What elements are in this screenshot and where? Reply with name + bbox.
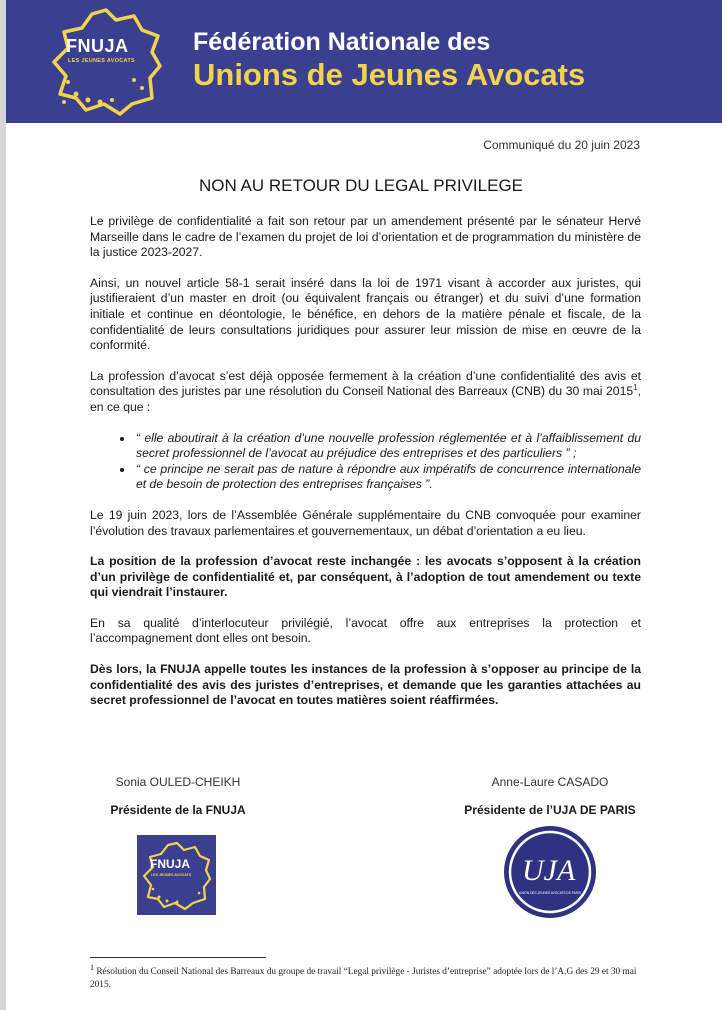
press-release-date: Communiqué du 20 juin 2023: [483, 138, 640, 152]
paragraph-7: Dès lors, la FNUJA appelle toutes les instances de la profession à s’opposer au principe de la confidentialité des avis des juristes d’entreprises, et demande que les garanties attachées au secret professionnel de l’avocat en toutes matières soient réaffirmées.: [90, 662, 641, 708]
organisation-name-line1: Fédération Nationale des: [193, 28, 491, 56]
resolution-quotes-list: [90, 431, 641, 493]
paragraph-3-end: , en ce que :: [90, 384, 641, 414]
signatory-name: Sonia OULED-CHEIKH: [115, 775, 241, 789]
signatory-role: Présidente de la FNUJA: [110, 803, 246, 817]
paragraph-1: Le privilège de confidentialité a fait son retour par un amendement présenté par le sénateur Hervé Marseille dans le cadre de l’examen du projet de loi d’orientation et de programmation du ministère de la justice 2023-2027.: [90, 214, 641, 260]
uja-ring-text: UNION DES JEUNES AVOCATS DE PARIS: [518, 891, 582, 895]
page-left-edge: [0, 0, 6, 1010]
footnote: [90, 962, 650, 992]
footnote-reference[interactable]: 1: [633, 383, 638, 393]
organisation-name-line2: Unions de Jeunes Avocats: [193, 57, 586, 92]
document-body: [90, 214, 641, 724]
paragraph-3-text: La profession d’avocat s’est déjà opposée fermement à la création d’une confidentialité des avis et consultation des juristes par une résolution du Conseil National des Barreaux (CNB) du 30 mai 2015: [90, 368, 641, 399]
footnote-divider: [90, 957, 266, 958]
signatory-name: Anne-Laure CASADO: [491, 775, 609, 789]
logo-wordmark: FNUJA: [150, 857, 191, 871]
paragraph-4: Le 19 juin 2023, lors de l’Assemblée Générale supplémentaire du CNB convoquée pour examiner l’évolution des travaux parlementaires et gouvernementaux, un débat d’orientation a eu lieu.: [90, 507, 641, 538]
paragraph-3: [90, 369, 641, 416]
footnote-mark: 1: [90, 962, 94, 972]
list-item: • “ ce principe ne serait pas de nature à répondre aux impératifs de concurrence internationale et de besoin de protection des entreprises françaises ”.: [134, 462, 641, 493]
logo-tagline: LES JEUNES AVOCATS: [68, 58, 136, 64]
fnuja-logo: [46, 6, 166, 118]
france-map-icon: [137, 835, 216, 915]
uja-wordmark: UJA: [522, 854, 576, 887]
signature-left: [90, 775, 266, 817]
footnote-text: Résolution du Conseil National des Barreaux du groupe de travail “Legal privilège - Juristes d’entreprise” adoptée lors de l’A.G des 29 et 30 mai 2015.: [90, 967, 637, 990]
fnuja-logo-small: [137, 835, 216, 915]
list-item: • “ elle aboutirait à la création d’une nouvelle profession réglementée et à l’affaiblissement du secret professionnel de l’avocat au préjudice des entreprises et des particuliers ” ;: [134, 431, 641, 462]
logo-wordmark: FNUJA: [66, 36, 129, 56]
signature-right: [440, 775, 660, 817]
uja-paris-logo: [500, 822, 600, 922]
document-title: NON AU RETOUR DU LEGAL PRIVILEGE: [198, 176, 524, 195]
paragraph-6: En sa qualité d’interlocuteur privilégié, l’avocat offre aux entreprises la protection et l’accompagnement dont elles ont besoin.: [90, 615, 641, 646]
paragraph-2: Ainsi, un nouvel article 58-1 serait inséré dans la loi de 1971 visant à accorder aux juristes, qui justifieraient d’un master en droit (ou équivalent français ou étranger) et du suivi d’une formation initiale et continue en déontologie, le bénéfice, en dehors de la matière pénale et fiscale, de la confidentialité de leurs consultations juridiques pour assurer leur mission de mise en œuvre de la conformité.: [90, 275, 641, 353]
uja-seal-icon: [500, 822, 600, 922]
logo-tagline: LES JEUNES AVOCATS: [151, 873, 192, 877]
letterhead-banner: [6, 0, 722, 123]
paragraph-5: La position de la profession d’avocat reste inchangée : les avocats s’opposent à la création d’un privilège de confidentialité et, par conséquent, à l’adoption de tout amendement ou texte qui viendrait l’instaurer.: [90, 554, 641, 600]
signatory-role: Présidente de l’UJA DE PARIS: [464, 803, 636, 817]
